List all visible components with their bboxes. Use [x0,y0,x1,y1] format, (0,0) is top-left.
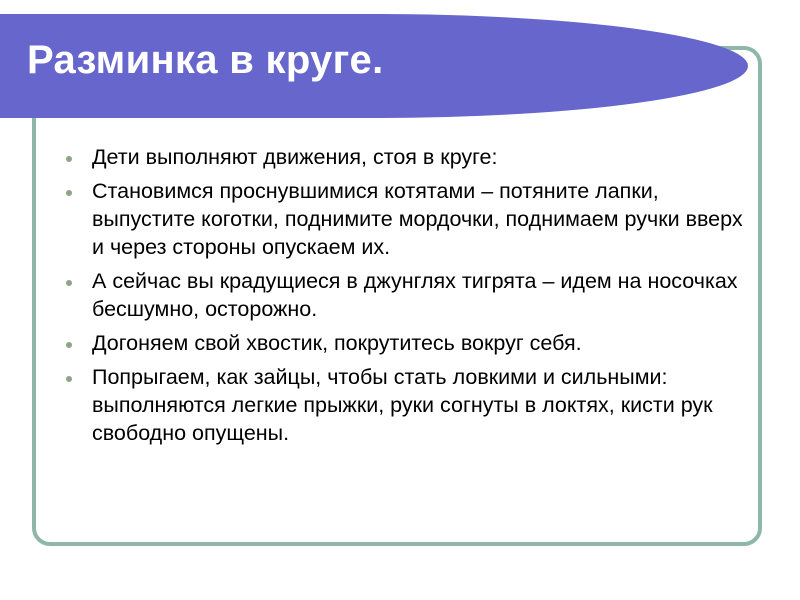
bullet-dot-icon [66,376,72,382]
bullet-item [66,177,746,261]
bullet-dot-icon [66,280,72,286]
bullet-dot-icon [66,156,72,162]
bullet-item [66,267,746,323]
bullet-dot-icon [66,190,72,196]
bullet-text: А сейчас вы крадущиеся в джунглях тигрята – идем на носочках бесшумно, осторожно. [92,269,738,321]
bullet-text: Догоняем свой хвостик, покрутитесь вокруг себя. [92,331,582,355]
bullet-text: Дети выполняют движения, стоя в круге: [92,145,498,169]
bullet-item [66,363,746,447]
slide-title: Разминка в круге. [27,38,384,82]
bullet-dot-icon [66,342,72,348]
bullet-list [66,143,746,453]
bullet-text: Становимся проснувшимися котятами – потяните лапки, выпустите коготки, поднимите мордочки, поднимаем ручки вверх и через стороны опускаем их. [92,179,743,259]
bullet-text: Попрыгаем, как зайцы, чтобы стать ловкими и сильными: выполняются легкие прыжки, руки согнуты в локтях, кисти рук свободно опущены. [92,365,713,445]
bullet-item [66,143,746,171]
bullet-item [66,329,746,357]
